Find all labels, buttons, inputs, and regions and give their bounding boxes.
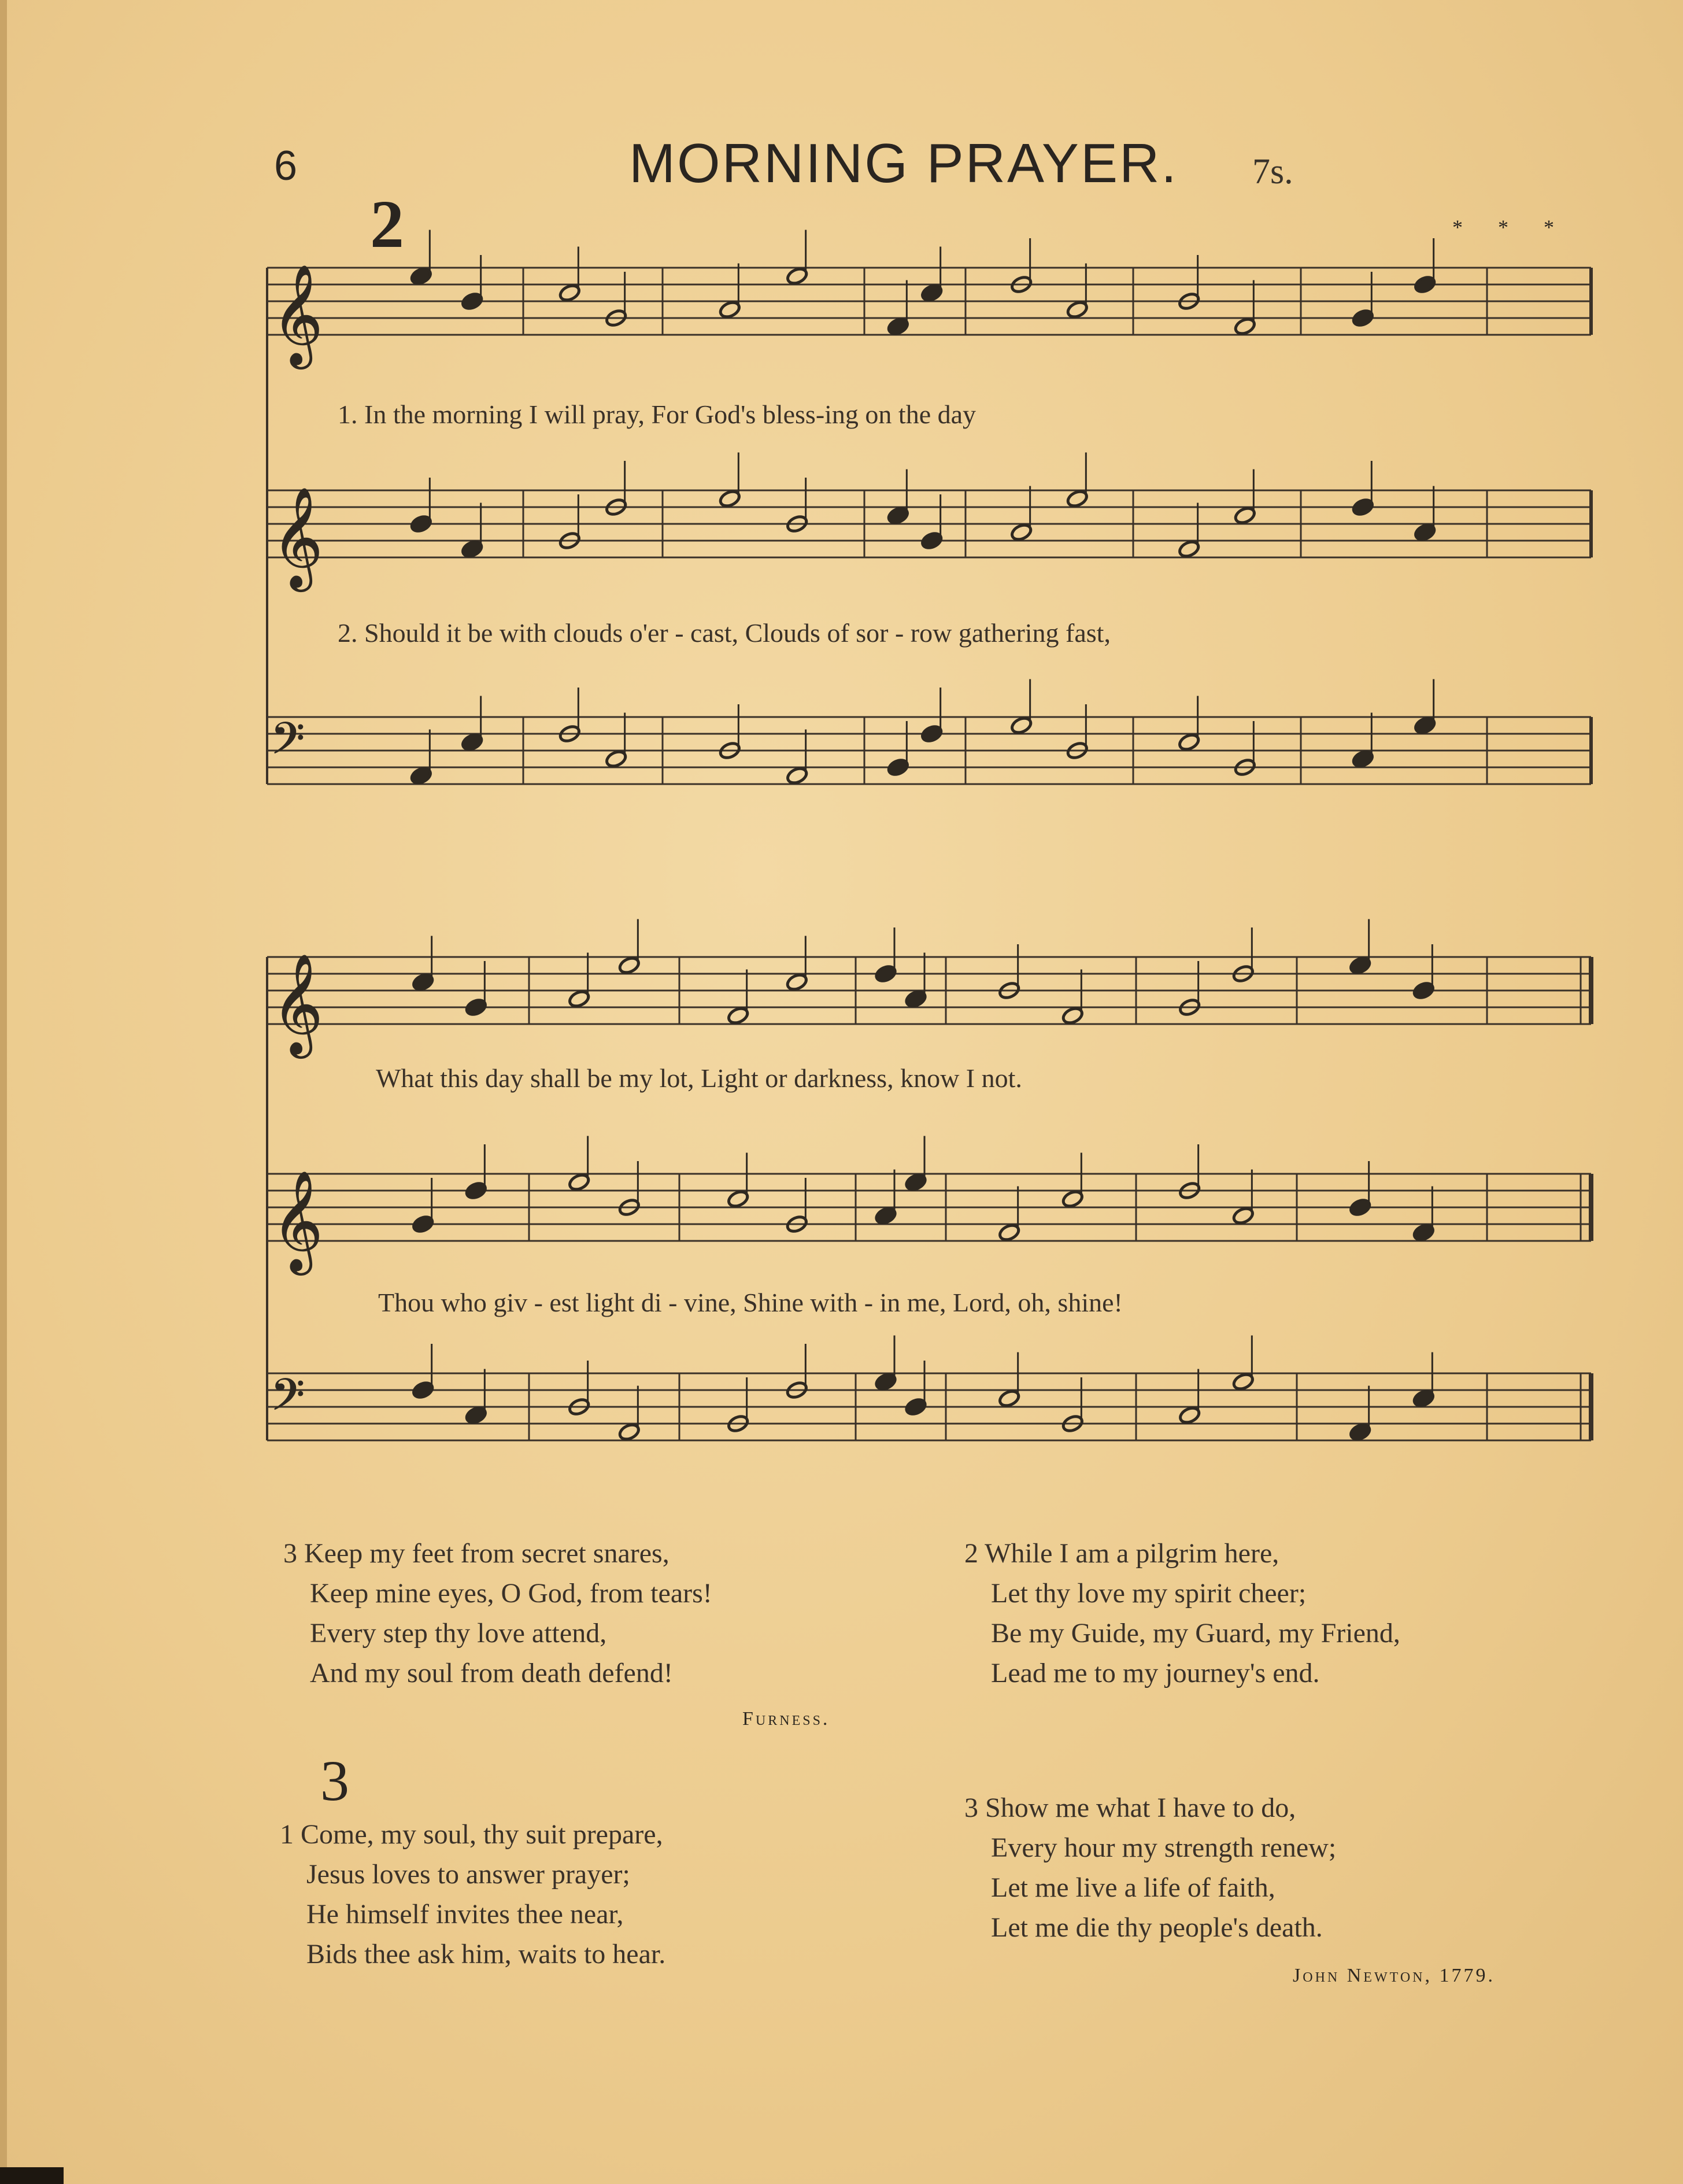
staff-lines	[267, 268, 1591, 1440]
verse-line: Let thy love my spirit cheer;	[991, 1578, 1307, 1609]
verse-line: Be my Guide, my Guard, my Friend,	[991, 1618, 1400, 1649]
page-number: 6	[274, 143, 298, 189]
verse-line: He himself invites thee near,	[306, 1899, 624, 1930]
verse-line: Every hour my strength renew;	[991, 1832, 1337, 1863]
bass-clef-icon: 𝄢	[271, 1369, 305, 1431]
verse-line: Jesus loves to answer prayer;	[306, 1859, 630, 1890]
verse-line: Let me die thy people's death.	[991, 1912, 1323, 1943]
verse-line: Keep mine eyes, O God, from tears!	[310, 1578, 712, 1609]
lyric-line-3: What this day shall be my lot, Light or darkness, know I not.	[376, 1063, 1022, 1093]
hymn-number: 2	[370, 186, 404, 262]
verse-line: And my soul from death defend!	[310, 1658, 673, 1688]
verse-block	[964, 1788, 1336, 1948]
verse-line: 3 Keep my feet from secret snares,	[283, 1538, 669, 1569]
verse-block	[280, 1815, 665, 1974]
verse-line: Every step thy love attend,	[310, 1618, 607, 1649]
verse-line: Bids thee ask him, waits to hear.	[306, 1939, 666, 1969]
page-title: MORNING PRAYER.	[629, 132, 1178, 194]
treble-clef-icon: 𝄞	[272, 954, 323, 1054]
author-credit: John Newton, 1779.	[1293, 1965, 1495, 1986]
treble-clef-icon: 𝄞	[272, 487, 323, 587]
lyric-line-4: Thou who giv - est light di - vine, Shine with - in me, Lord, oh, shine!	[378, 1288, 1123, 1317]
lyric-line-2: 2. Should it be with clouds o'er - cast, Clouds of sor - row gathering fast,	[338, 618, 1111, 648]
treble-clef-icon: 𝄞	[272, 264, 323, 365]
treble-clef-icon: 𝄞	[272, 1170, 323, 1271]
verse-line: 1 Come, my soul, thy suit prepare,	[280, 1819, 663, 1850]
bass-clef-icon: 𝄢	[271, 713, 305, 775]
verse-block	[283, 1533, 712, 1693]
stars-mark: * * *	[1452, 216, 1569, 239]
verse-line: Let me live a life of faith,	[991, 1872, 1275, 1903]
verse-block	[964, 1533, 1400, 1693]
verse-line: Lead me to my journey's end.	[991, 1658, 1320, 1688]
meter-label: 7s.	[1252, 152, 1293, 191]
verse-line: 3 Show me what I have to do,	[964, 1793, 1296, 1823]
author-credit: Furness.	[742, 1708, 830, 1730]
verse-line: 2 While I am a pilgrim here,	[964, 1538, 1279, 1569]
hymn-number: 3	[320, 1749, 349, 1813]
lyric-line-1: 1. In the morning I will pray, For God's bless-ing on the day	[338, 400, 976, 429]
